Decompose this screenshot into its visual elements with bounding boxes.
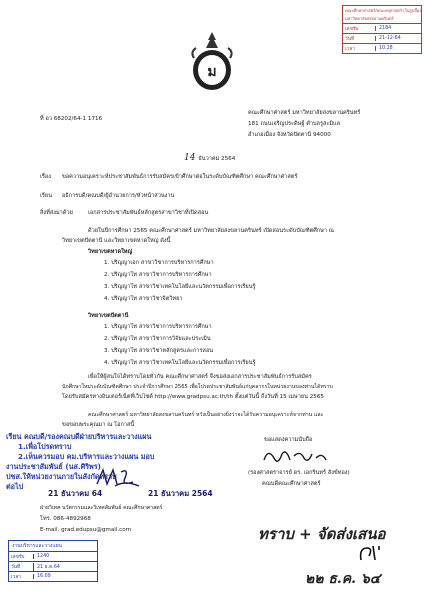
recipient: อธิการบดี/คณบดี/ผู้อำนวยการ/หัวหน้าส่วนงาน (62, 193, 175, 199)
receipt-stamp (342, 5, 422, 54)
date-day-handwritten: 14 (184, 153, 199, 163)
routing-note (6, 432, 176, 492)
planning-receipt-stamp (8, 540, 98, 582)
planning-number: 1240 (33, 554, 97, 559)
receipt-date: 21-12-64 (375, 36, 421, 41)
list-item: 3. ปริญญาโท สาขาวิชาหลักสูตรและการสอน (104, 348, 214, 354)
note-date-right: 21 ธันวาคม 2564 (148, 489, 213, 498)
routing-note-line: 1.เพื่อโปรดทราบ (18, 442, 72, 451)
receipt-number: 2184 (375, 26, 421, 31)
sender-line3: อำเภอเมือง จังหวัดปัตตานี 94000 (248, 132, 331, 138)
paragraph-2-line1: เพื่อให้ผู้สนใจได้ทราบโดยทั่วกัน คณะศึกษาศาสตร์ จึงขอส่งเอกสารประชาสัมพันธ์การรับสมัคร (88, 374, 312, 380)
recipient-label: เรียน (40, 193, 53, 199)
sender-line1: คณะศึกษาศาสตร์ มหาวิทยาลัยสงขลานครินทร์ (248, 110, 361, 116)
handwritten-date: ๒๒ ธ.ค. ๖๔ (305, 571, 381, 587)
signer-name: (รองศาสตราจารย์ ดร. เอกรินทร์ สังข์ทอง) (248, 470, 350, 476)
planning-time-label: เวลา (11, 574, 21, 580)
list-item: 3. ปริญญาโท สาขาวิชาเทคโนโลยีและนวัตกรรมเพื่อการเรียนรู้ (104, 284, 256, 290)
footer-phone: โทร. 086-4892968 (40, 516, 91, 522)
paragraph-2-line2: นักศึกษาใหม่ระดับบัณฑิตศึกษา ประจำปีการศึกษา 2565 เพื่อโปรดประชาสัมพันธ์แก่บุคลากรในหน่วยงานของท่านได้ทราบ (62, 384, 333, 390)
planning-stamp-title: งานบริหารและวางแผน (12, 543, 62, 549)
attachment-label: สิ่งที่ส่งมาด้วย (40, 210, 73, 216)
planning-date: 21 ธ.ค.64 (33, 563, 97, 571)
routing-note-line: เรียน คณบดี/รองคณบดีฝ่ายบริหารและวางแผน (6, 432, 152, 441)
paragraph-1-line2: วิทยาเขตปัตตานี และวิทยาเขตหาดใหญ่ ดังนี้ (62, 238, 171, 244)
subject-label: เรื่อง (40, 174, 52, 180)
campus-pattani-title: วิทยาเขตปัตตานี (88, 313, 129, 319)
document-date (184, 155, 235, 163)
hatyai-program-list (104, 260, 256, 308)
paragraph-1-line1: ด้วยในปีการศึกษา 2565 คณะศึกษาศาสตร์ มหาวิทยาลัยสงขลานครินทร์ เปิดสอนระดับบัณฑิตศึกษา ณ (88, 228, 334, 234)
footer-unit: ฝ่ายวิเทศ นวัตกรรมและวิเทศสัมพันธ์ คณะศึกษาศาสตร์ (40, 505, 163, 511)
note-date-left: 21 ธันวาคม 64 (48, 489, 103, 498)
dean-signature (260, 446, 340, 468)
list-item: 4. ปริญญาโท สาขาวิชาเทคโนโลยีและนวัตกรรมเพื่อการเรียนรู้ (104, 360, 256, 366)
receipt-stamp-org-line1: คณะศึกษาศาสตร์/คณะครุศาสตร์ (ในรูปปั๊ม) (345, 8, 421, 13)
handwritten-note: ทราบ + จัดส่งเสนอ (258, 525, 386, 543)
planning-date-label: วันที่ (11, 564, 21, 570)
subject: ขอความอนุเคราะห์ประชาสัมพันธ์การรับสมัครเข้าศึกษาต่อในระดับบัณฑิตศึกษา คณะศึกษาศาสตร์ (62, 174, 298, 180)
svg-text:ม: ม (207, 64, 217, 80)
list-item: 2. ปริญญาโท สาขาวิชาการบริหารการศึกษา (104, 272, 212, 278)
footer-email: E-mail. grad.edupsu@gmail.com (40, 527, 132, 533)
receipt-date-label: วันที่ (345, 36, 355, 42)
handwritten-initials (355, 542, 385, 564)
list-item: 4. ปริญญาโท สาขาวิชาจิตวิทยา (104, 296, 183, 302)
routing-note-line: งานประชาสัมพันธ์ (นส.ศิริพร) ปชส.ให้หน่วยงานภายในสังกัดทราบต่อไป (6, 462, 117, 491)
receipt-time-label: เวลา (345, 46, 355, 52)
paragraph-2-line3: โดยรับสมัครทางอินเตอร์เน็ตที่เว็บไซต์ http://www.gradpsu.ac.th/th ตั้งแต่วันนี้ ถึงวันที่ 15 เมษายน 2565 (62, 394, 324, 400)
list-item: 2. ปริญญาโท สาขาวิชาการวิจัยและประเมิน (104, 336, 211, 342)
planning-number-label: เลขรับ (11, 554, 25, 560)
document-number: ที่ อว 68202/64-1 1716 (40, 116, 103, 122)
signer-title: คณบดีคณะศึกษาศาสตร์ (262, 481, 321, 487)
receipt-stamp-org-line2: มหาวิทยาลัยสงขลานครินทร์ (345, 16, 394, 21)
receipt-time: 10.28 (375, 46, 421, 51)
paragraph-3-line2: ขอขอบพระคุณมา ณ โอกาสนี้ (62, 422, 135, 428)
initials-signature (95, 466, 141, 490)
planning-time: 16.09 (33, 574, 97, 579)
document-date-text: ธันวาคม 2564 (198, 156, 236, 162)
receipt-number-label: เลขรับ (345, 26, 359, 32)
closing: ขอแสดงความนับถือ (264, 437, 313, 443)
campus-hatyai-title: วิทยาเขตหาดใหญ่ (88, 249, 133, 255)
list-item: 1. ปริญญาโท สาขาวิชาการบริหารการศึกษา (104, 324, 212, 330)
attachment: เอกสารประชาสัมพันธ์หลักสูตรสาขาวิชาที่เปิดสอน (88, 210, 209, 216)
paragraph-3-line1: คณะศึกษาศาสตร์ มหาวิทยาลัยสงขลานครินทร์ หวังเป็นอย่างยิ่งว่าจะได้รับความอนุเคราะห์จากท่าน และ (88, 412, 324, 418)
routing-note-line: 2.เห็นควรมอบ คม.บริหารและวางแผน มอบ (18, 452, 155, 461)
list-item: 1. ปริญญาเอก สาขาวิชาการบริหารการศึกษา (104, 260, 214, 266)
university-emblem-icon (190, 30, 234, 92)
sender-line2: 181 ถนนเจริญประดิษฐ์ ตำบลรูสะมิแล (248, 121, 341, 127)
pattani-program-list (104, 324, 256, 372)
